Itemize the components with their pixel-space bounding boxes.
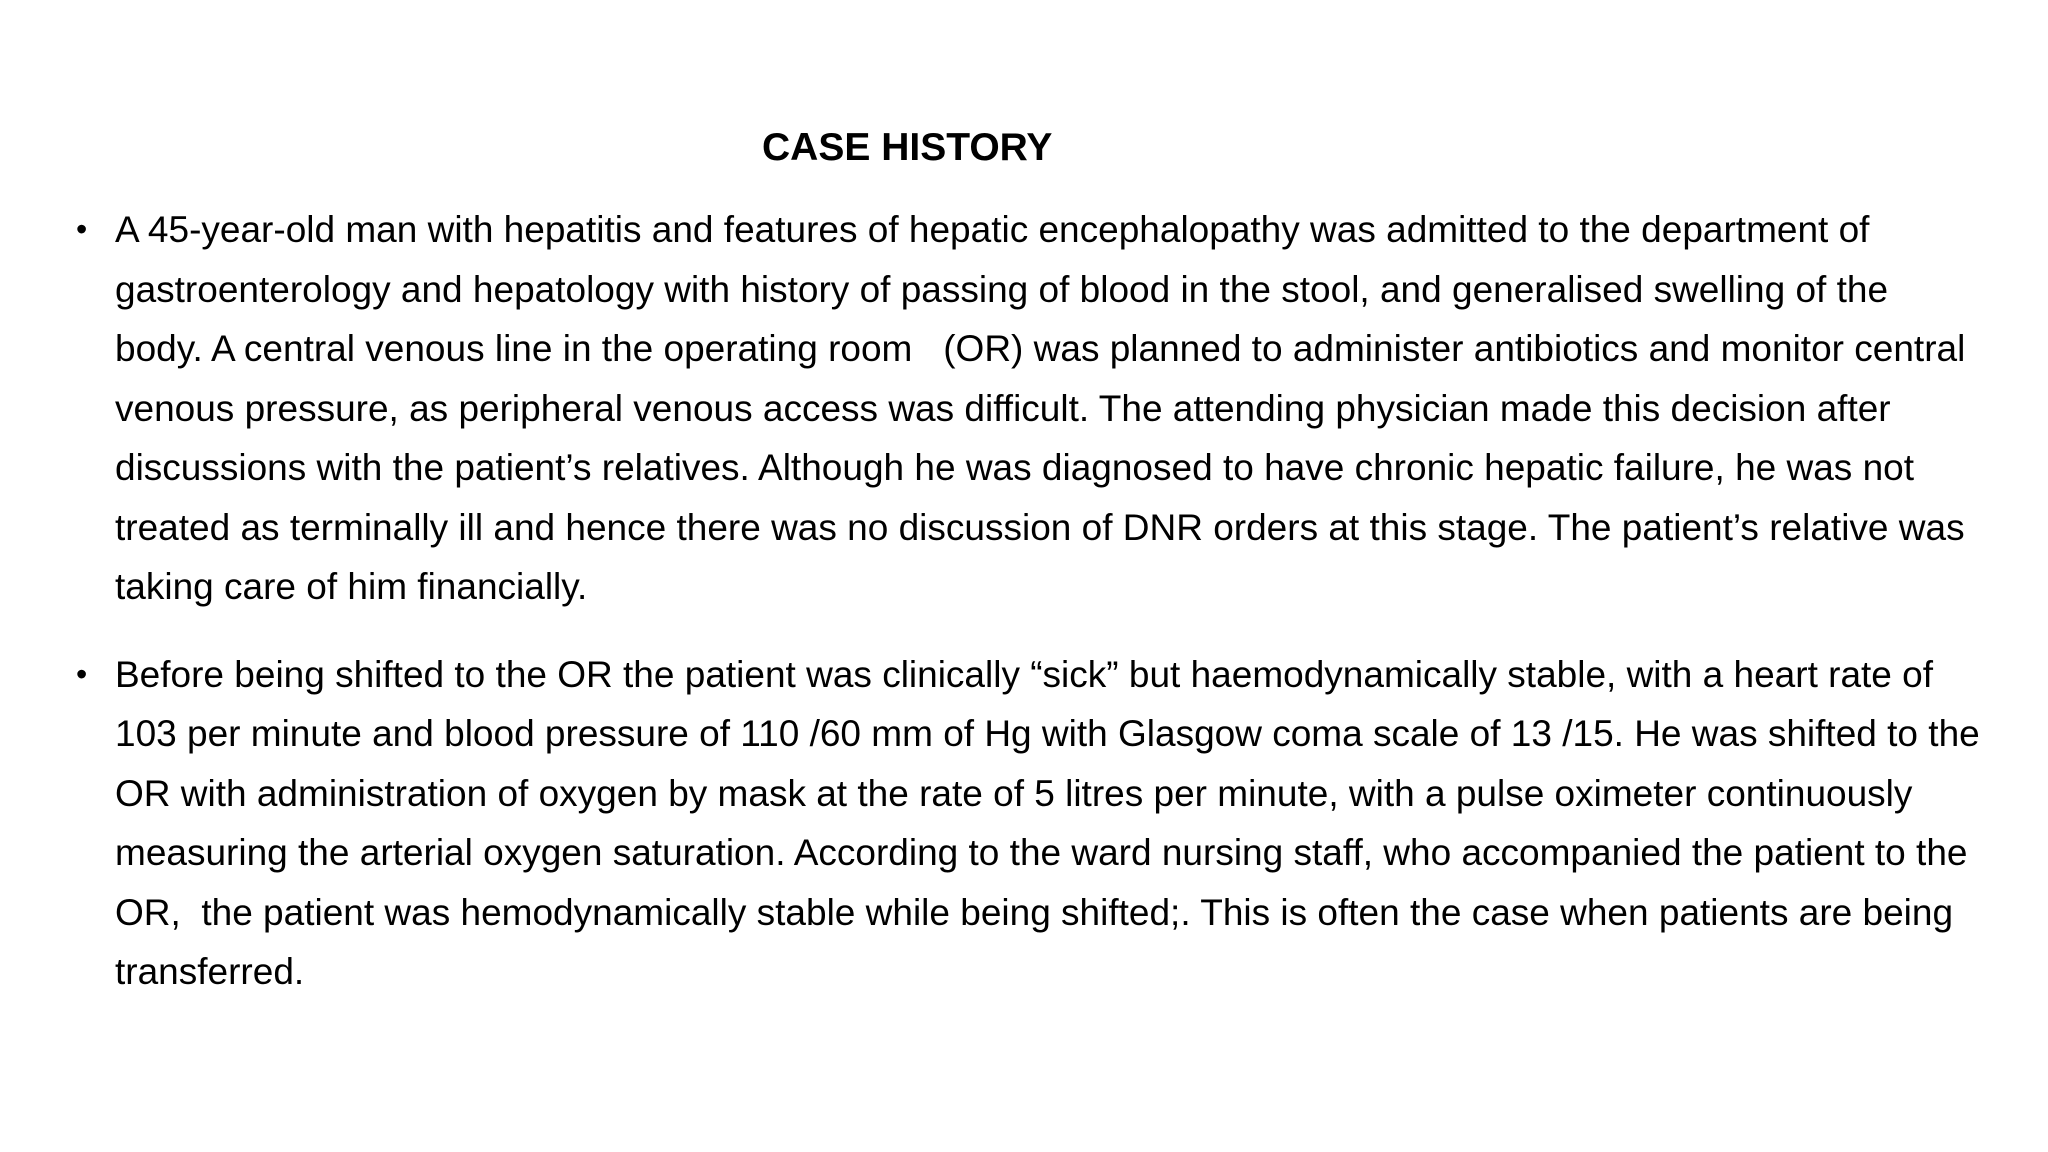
bullet-text-2: Before being shifted to the OR the patient was clinically “sick” but haemodynamically stable, with a heart rate of 103 per minute and blood pressure of 110 /60 mm of Hg with Glasgow coma scale of 13 /15. He was shifted to the OR with administration of oxygen by mask at the rate of 5 litres per minute, with a pulse oximeter continuously measuring the arterial oxygen saturation. According to the ward nursing staff, who accompanied the patient to the OR, the patient was hemodynamically stable while being shifted;. This is often the case when patients are being transferred. bbox=[115, 653, 1991, 992]
bullet-icon: • bbox=[76, 211, 88, 247]
bullet-list bbox=[72, 200, 1991, 1002]
slide-title: CASE HISTORY bbox=[762, 126, 1053, 169]
bullet-text-1: A 45-year-old man with hepatitis and features of hepatic encephalopathy was admitted to the department of gastroenterology and hepatology with history of passing of blood in the stool, and generalised swelling of the body. A central venous line in the operating room (OR) was planned to administer antibiotics and monitor central venous pressure, as peripheral venous access was difficult. The attending physician made this decision after discussions with the patient’s relatives. Although he was diagnosed to have chronic hepatic failure, he was not treated as terminally ill and hence there was no discussion of DNR orders at this stage. The patient’s relative was taking care of him financially. bbox=[115, 209, 1976, 607]
bullet-item-1 bbox=[72, 200, 1982, 617]
bullet-item-2 bbox=[72, 645, 1991, 1002]
bullet-icon: • bbox=[76, 655, 88, 692]
